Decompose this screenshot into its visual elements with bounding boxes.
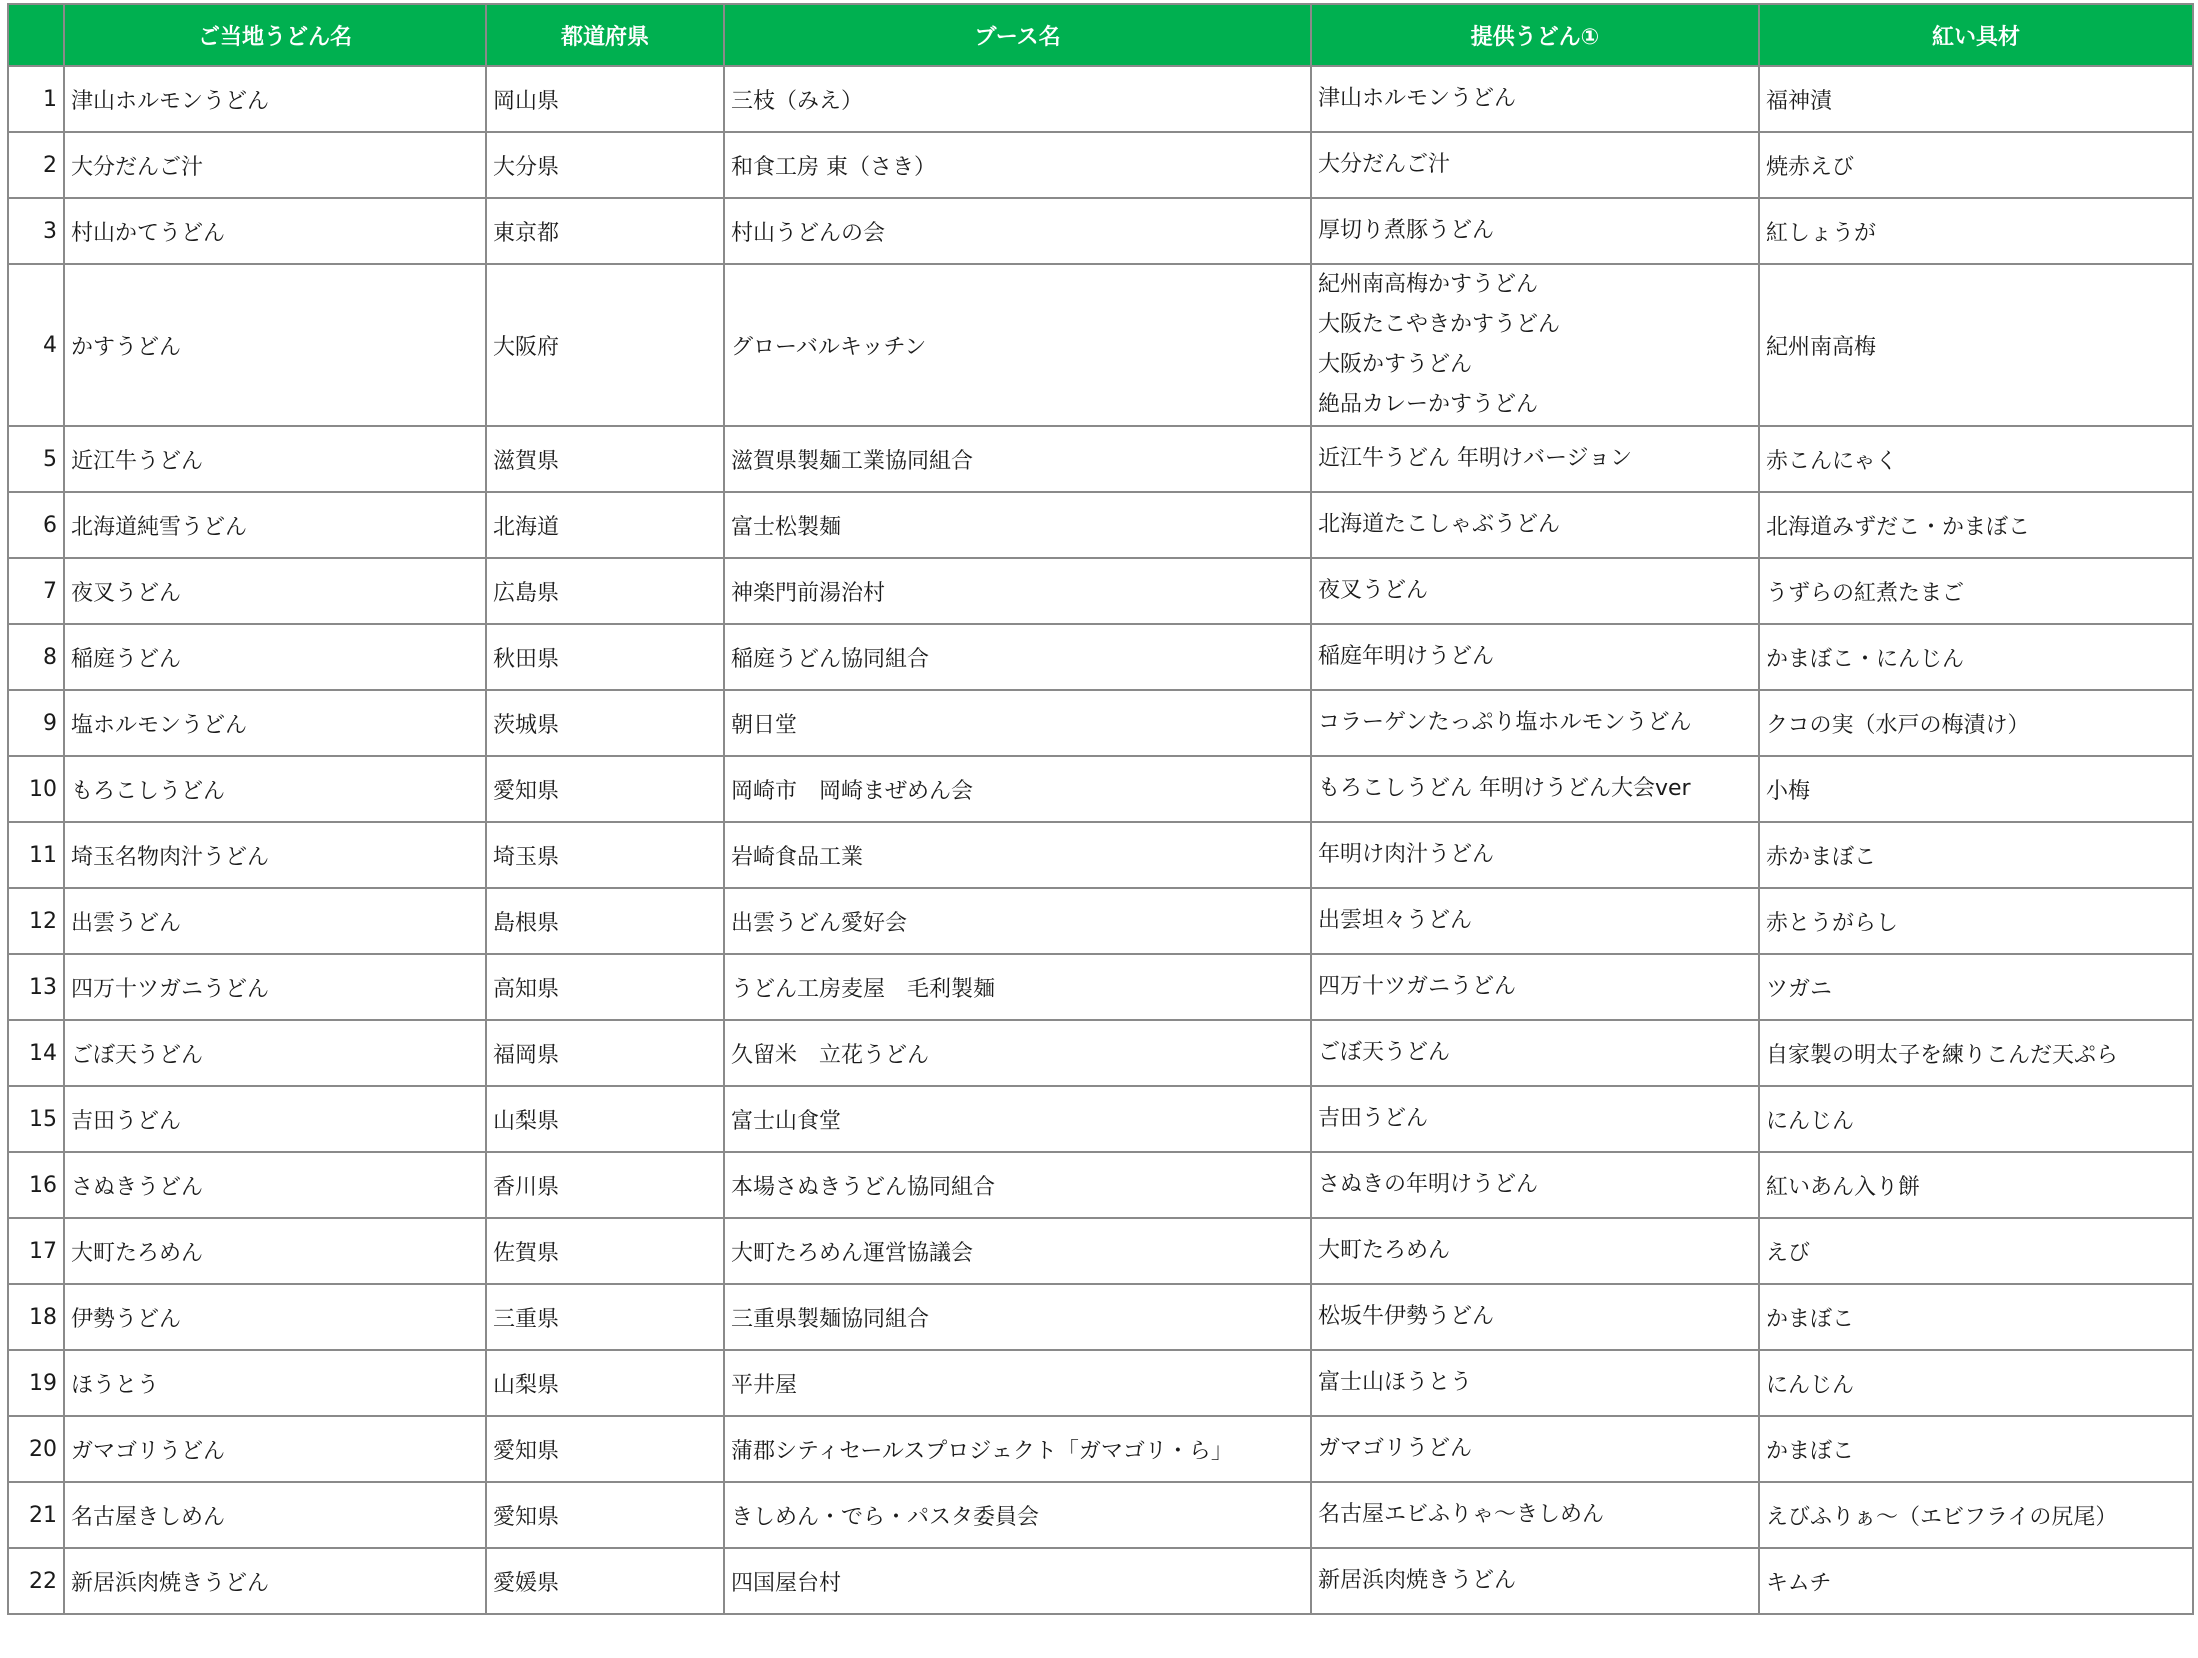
cell-offered-udon[interactable] bbox=[1311, 624, 1759, 690]
cell-booth[interactable]: 岡崎市 岡崎まぜめん会 bbox=[724, 756, 1311, 822]
offered-udon-item: 近江牛うどん 年明けバージョン bbox=[1318, 446, 1633, 471]
cell-number[interactable]: 21 bbox=[8, 1482, 64, 1548]
offered-udon-item: 大阪かすうどん bbox=[1318, 352, 1473, 377]
cell-number[interactable]: 10 bbox=[8, 756, 64, 822]
cell-udon-name[interactable]: 伊勢うどん bbox=[64, 1284, 486, 1350]
cell-booth[interactable]: 平井屋 bbox=[724, 1350, 1311, 1416]
table-row bbox=[8, 426, 2193, 492]
cell-prefecture[interactable]: 埼玉県 bbox=[486, 822, 724, 888]
cell-offered-udon[interactable] bbox=[1311, 822, 1759, 888]
cell-prefecture[interactable]: 高知県 bbox=[486, 954, 724, 1020]
cell-number[interactable]: 15 bbox=[8, 1086, 64, 1152]
table-row bbox=[8, 822, 2193, 888]
table-row bbox=[8, 558, 2193, 624]
cell-number[interactable]: 16 bbox=[8, 1152, 64, 1218]
table-row bbox=[8, 1218, 2193, 1284]
cell-number[interactable]: 3 bbox=[8, 198, 64, 264]
cell-booth[interactable]: 和食工房 東（さき） bbox=[724, 132, 1311, 198]
cell-prefecture[interactable]: 北海道 bbox=[486, 492, 724, 558]
table-row bbox=[8, 624, 2193, 690]
cell-booth[interactable]: グローバルキッチン bbox=[724, 264, 1311, 426]
cell-booth[interactable]: 本場さぬきうどん協同組合 bbox=[724, 1152, 1311, 1218]
cell-prefecture[interactable]: 茨城県 bbox=[486, 690, 724, 756]
offered-udon-item: 大阪たこやきかすうどん bbox=[1318, 312, 1561, 337]
header-cell-prefecture[interactable]: 都道府県 bbox=[486, 4, 724, 66]
cell-prefecture[interactable]: 広島県 bbox=[486, 558, 724, 624]
cell-udon-name[interactable]: 埼玉名物肉汁うどん bbox=[64, 822, 486, 888]
cell-udon-name[interactable]: 北海道純雪うどん bbox=[64, 492, 486, 558]
cell-prefecture[interactable]: 香川県 bbox=[486, 1152, 724, 1218]
cell-red-ingredient[interactable]: えび bbox=[1759, 1218, 2193, 1284]
cell-udon-name[interactable]: 塩ホルモンうどん bbox=[64, 690, 486, 756]
header-cell-number[interactable] bbox=[8, 4, 64, 66]
cell-booth[interactable]: 富士山食堂 bbox=[724, 1086, 1311, 1152]
cell-number[interactable]: 6 bbox=[8, 492, 64, 558]
cell-offered-udon[interactable] bbox=[1311, 756, 1759, 822]
cell-udon-name[interactable]: 新居浜肉焼きうどん bbox=[64, 1548, 486, 1614]
cell-prefecture[interactable]: 佐賀県 bbox=[486, 1218, 724, 1284]
cell-red-ingredient[interactable]: 焼赤えび bbox=[1759, 132, 2193, 198]
offered-udon-item: 厚切り煮豚うどん bbox=[1318, 218, 1495, 243]
offered-udon-item: もろこしうどん 年明けうどん大会ver bbox=[1318, 776, 1691, 801]
cell-red-ingredient[interactable]: かまぼこ bbox=[1759, 1416, 2193, 1482]
udon-table bbox=[7, 3, 2194, 1615]
cell-red-ingredient[interactable]: かまぼこ bbox=[1759, 1284, 2193, 1350]
cell-offered-udon[interactable] bbox=[1311, 888, 1759, 954]
table-row bbox=[8, 1548, 2193, 1614]
table-row bbox=[8, 1086, 2193, 1152]
cell-offered-udon[interactable] bbox=[1311, 1350, 1759, 1416]
cell-offered-udon[interactable] bbox=[1311, 1086, 1759, 1152]
cell-prefecture[interactable]: 山梨県 bbox=[486, 1350, 724, 1416]
cell-udon-name[interactable]: かすうどん bbox=[64, 264, 486, 426]
cell-offered-udon[interactable] bbox=[1311, 132, 1759, 198]
cell-booth[interactable]: うどん工房麦屋 毛利製麺 bbox=[724, 954, 1311, 1020]
cell-offered-udon[interactable] bbox=[1311, 1482, 1759, 1548]
cell-red-ingredient[interactable]: えびふりぁ〜（エビフライの尻尾） bbox=[1759, 1482, 2193, 1548]
cell-booth[interactable]: 岩崎食品工業 bbox=[724, 822, 1311, 888]
cell-red-ingredient[interactable]: 赤かまぼこ bbox=[1759, 822, 2193, 888]
cell-udon-name[interactable]: 稲庭うどん bbox=[64, 624, 486, 690]
cell-red-ingredient[interactable]: 赤こんにゃく bbox=[1759, 426, 2193, 492]
cell-red-ingredient[interactable]: にんじん bbox=[1759, 1086, 2193, 1152]
header-cell-udon-name[interactable]: ご当地うどん名 bbox=[64, 4, 486, 66]
cell-number[interactable]: 19 bbox=[8, 1350, 64, 1416]
cell-red-ingredient[interactable]: かまぼこ・にんじん bbox=[1759, 624, 2193, 690]
offered-udon-item: 名古屋エビふりゃ〜きしめん bbox=[1318, 1502, 1605, 1527]
cell-prefecture[interactable]: 大分県 bbox=[486, 132, 724, 198]
cell-prefecture[interactable]: 愛知県 bbox=[486, 1482, 724, 1548]
cell-udon-name[interactable]: 津山ホルモンうどん bbox=[64, 66, 486, 132]
header-cell-offered-udon[interactable]: 提供うどん① bbox=[1311, 4, 1759, 66]
cell-offered-udon[interactable] bbox=[1311, 426, 1759, 492]
cell-udon-name[interactable]: 近江牛うどん bbox=[64, 426, 486, 492]
offered-udon-item: 大分だんご汁 bbox=[1318, 152, 1451, 177]
cell-red-ingredient[interactable]: ツガニ bbox=[1759, 954, 2193, 1020]
table-row bbox=[8, 1416, 2193, 1482]
cell-red-ingredient[interactable]: 紅いあん入り餅 bbox=[1759, 1152, 2193, 1218]
cell-udon-name[interactable]: 四万十ツガニうどん bbox=[64, 954, 486, 1020]
cell-offered-udon[interactable] bbox=[1311, 1284, 1759, 1350]
table-row bbox=[8, 132, 2193, 198]
cell-booth[interactable]: きしめん・でら・パスタ委員会 bbox=[724, 1482, 1311, 1548]
cell-offered-udon[interactable] bbox=[1311, 1416, 1759, 1482]
table-row bbox=[8, 66, 2193, 132]
cell-number[interactable]: 20 bbox=[8, 1416, 64, 1482]
table-row bbox=[8, 690, 2193, 756]
cell-number[interactable]: 2 bbox=[8, 132, 64, 198]
offered-udon-item: 新居浜肉焼きうどん bbox=[1318, 1568, 1517, 1593]
cell-red-ingredient[interactable]: うずらの紅煮たまご bbox=[1759, 558, 2193, 624]
cell-number[interactable]: 17 bbox=[8, 1218, 64, 1284]
cell-number[interactable]: 1 bbox=[8, 66, 64, 132]
cell-booth[interactable]: 出雲うどん愛好会 bbox=[724, 888, 1311, 954]
table-row bbox=[8, 1152, 2193, 1218]
offered-udon-item: 年明け肉汁うどん bbox=[1318, 842, 1495, 867]
cell-prefecture[interactable]: 東京都 bbox=[486, 198, 724, 264]
cell-prefecture[interactable]: 大阪府 bbox=[486, 264, 724, 426]
offered-udon-item: 紀州南高梅かすうどん bbox=[1318, 272, 1539, 297]
cell-prefecture[interactable]: 愛知県 bbox=[486, 756, 724, 822]
cell-booth[interactable]: 朝日堂 bbox=[724, 690, 1311, 756]
cell-prefecture[interactable]: 愛知県 bbox=[486, 1416, 724, 1482]
offered-udon-item: コラーゲンたっぷり塩ホルモンうどん bbox=[1318, 710, 1692, 735]
cell-red-ingredient[interactable]: 自家製の明太子を練りこんだ天ぷら bbox=[1759, 1020, 2193, 1086]
offered-udon-item: 北海道たこしゃぶうどん bbox=[1318, 512, 1561, 537]
cell-red-ingredient[interactable]: 北海道みずだこ・かまぼこ bbox=[1759, 492, 2193, 558]
cell-red-ingredient[interactable]: 紀州南高梅 bbox=[1759, 264, 2193, 426]
cell-number[interactable]: 11 bbox=[8, 822, 64, 888]
cell-udon-name[interactable]: 大町たろめん bbox=[64, 1218, 486, 1284]
cell-offered-udon[interactable] bbox=[1311, 1020, 1759, 1086]
cell-booth[interactable]: 滋賀県製麺工業協同組合 bbox=[724, 426, 1311, 492]
table-row bbox=[8, 888, 2193, 954]
cell-number[interactable]: 13 bbox=[8, 954, 64, 1020]
header-cell-red-ingredient[interactable]: 紅い具材 bbox=[1759, 4, 2193, 66]
table-row bbox=[8, 1020, 2193, 1086]
cell-number[interactable]: 4 bbox=[8, 264, 64, 426]
cell-booth[interactable]: 大町たろめん運営協議会 bbox=[724, 1218, 1311, 1284]
cell-udon-name[interactable]: 名古屋きしめん bbox=[64, 1482, 486, 1548]
cell-booth[interactable]: 三重県製麺協同組合 bbox=[724, 1284, 1311, 1350]
cell-booth[interactable]: 富士松製麺 bbox=[724, 492, 1311, 558]
cell-udon-name[interactable]: 出雲うどん bbox=[64, 888, 486, 954]
cell-number[interactable]: 22 bbox=[8, 1548, 64, 1614]
cell-offered-udon[interactable] bbox=[1311, 1218, 1759, 1284]
cell-prefecture[interactable]: 福岡県 bbox=[486, 1020, 724, 1086]
cell-booth[interactable]: 村山うどんの会 bbox=[724, 198, 1311, 264]
cell-prefecture[interactable]: 山梨県 bbox=[486, 1086, 724, 1152]
offered-udon-item: 大町たろめん bbox=[1318, 1238, 1451, 1263]
cell-prefecture[interactable]: 滋賀県 bbox=[486, 426, 724, 492]
table-row bbox=[8, 1284, 2193, 1350]
table-row bbox=[8, 954, 2193, 1020]
cell-prefecture[interactable]: 秋田県 bbox=[486, 624, 724, 690]
cell-udon-name[interactable]: 吉田うどん bbox=[64, 1086, 486, 1152]
offered-udon-item: 富士山ほうとう bbox=[1318, 1370, 1473, 1395]
cell-red-ingredient[interactable]: にんじん bbox=[1759, 1350, 2193, 1416]
header-row bbox=[8, 4, 2193, 66]
cell-prefecture[interactable]: 三重県 bbox=[486, 1284, 724, 1350]
cell-udon-name[interactable]: ガマゴリうどん bbox=[64, 1416, 486, 1482]
offered-udon-item: 夜叉うどん bbox=[1318, 578, 1429, 603]
offered-udon-item: ごぼ天うどん bbox=[1318, 1040, 1451, 1065]
cell-booth[interactable]: 久留米 立花うどん bbox=[724, 1020, 1311, 1086]
cell-udon-name[interactable]: 大分だんご汁 bbox=[64, 132, 486, 198]
cell-offered-udon[interactable] bbox=[1311, 558, 1759, 624]
cell-offered-udon[interactable] bbox=[1311, 1548, 1759, 1614]
cell-udon-name[interactable]: さぬきうどん bbox=[64, 1152, 486, 1218]
cell-red-ingredient[interactable]: 小梅 bbox=[1759, 756, 2193, 822]
cell-number[interactable]: 18 bbox=[8, 1284, 64, 1350]
cell-number[interactable]: 8 bbox=[8, 624, 64, 690]
offered-udon-item: 稲庭年明けうどん bbox=[1318, 644, 1495, 669]
offered-udon-item: 松坂牛伊勢うどん bbox=[1318, 1304, 1495, 1329]
offered-udon-item: 吉田うどん bbox=[1318, 1106, 1429, 1131]
cell-booth[interactable]: 蒲郡シティセールスプロジェクト「ガマゴリ・ら」 bbox=[724, 1416, 1311, 1482]
offered-udon-item: 絶品カレーかすうどん bbox=[1318, 392, 1539, 417]
table-row bbox=[8, 1482, 2193, 1548]
cell-udon-name[interactable]: もろこしうどん bbox=[64, 756, 486, 822]
cell-offered-udon[interactable] bbox=[1311, 264, 1759, 426]
cell-prefecture[interactable]: 愛媛県 bbox=[486, 1548, 724, 1614]
cell-booth[interactable]: 四国屋台村 bbox=[724, 1548, 1311, 1614]
cell-red-ingredient[interactable]: 福神漬 bbox=[1759, 66, 2193, 132]
cell-number[interactable]: 12 bbox=[8, 888, 64, 954]
cell-red-ingredient[interactable]: キムチ bbox=[1759, 1548, 2193, 1614]
table-row bbox=[8, 1350, 2193, 1416]
cell-offered-udon[interactable] bbox=[1311, 198, 1759, 264]
cell-offered-udon[interactable] bbox=[1311, 690, 1759, 756]
cell-prefecture[interactable]: 岡山県 bbox=[486, 66, 724, 132]
cell-number[interactable]: 14 bbox=[8, 1020, 64, 1086]
header-cell-booth[interactable]: ブース名 bbox=[724, 4, 1311, 66]
cell-booth[interactable]: 神楽門前湯治村 bbox=[724, 558, 1311, 624]
table-row bbox=[8, 756, 2193, 822]
cell-offered-udon[interactable] bbox=[1311, 66, 1759, 132]
cell-number[interactable]: 7 bbox=[8, 558, 64, 624]
cell-prefecture[interactable]: 島根県 bbox=[486, 888, 724, 954]
cell-udon-name[interactable]: 村山かてうどん bbox=[64, 198, 486, 264]
offered-udon-item: 出雲坦々うどん bbox=[1318, 908, 1473, 933]
cell-booth[interactable]: 三枝（みえ） bbox=[724, 66, 1311, 132]
cell-red-ingredient[interactable]: クコの実（水戸の梅漬け） bbox=[1759, 690, 2193, 756]
table-row bbox=[8, 492, 2193, 558]
table-row bbox=[8, 264, 2193, 426]
cell-red-ingredient[interactable]: 赤とうがらし bbox=[1759, 888, 2193, 954]
cell-offered-udon[interactable] bbox=[1311, 954, 1759, 1020]
offered-udon-item: さぬきの年明けうどん bbox=[1318, 1172, 1539, 1197]
cell-udon-name[interactable]: ごぼ天うどん bbox=[64, 1020, 486, 1086]
cell-number[interactable]: 5 bbox=[8, 426, 64, 492]
offered-udon-item: 四万十ツガニうどん bbox=[1318, 974, 1517, 999]
table-row bbox=[8, 198, 2193, 264]
cell-udon-name[interactable]: ほうとう bbox=[64, 1350, 486, 1416]
cell-booth[interactable]: 稲庭うどん協同組合 bbox=[724, 624, 1311, 690]
cell-number[interactable]: 9 bbox=[8, 690, 64, 756]
cell-offered-udon[interactable] bbox=[1311, 492, 1759, 558]
cell-offered-udon[interactable] bbox=[1311, 1152, 1759, 1218]
offered-udon-item: ガマゴリうどん bbox=[1318, 1436, 1473, 1461]
cell-red-ingredient[interactable]: 紅しょうが bbox=[1759, 198, 2193, 264]
cell-udon-name[interactable]: 夜叉うどん bbox=[64, 558, 486, 624]
offered-udon-item: 津山ホルモンうどん bbox=[1318, 86, 1517, 111]
